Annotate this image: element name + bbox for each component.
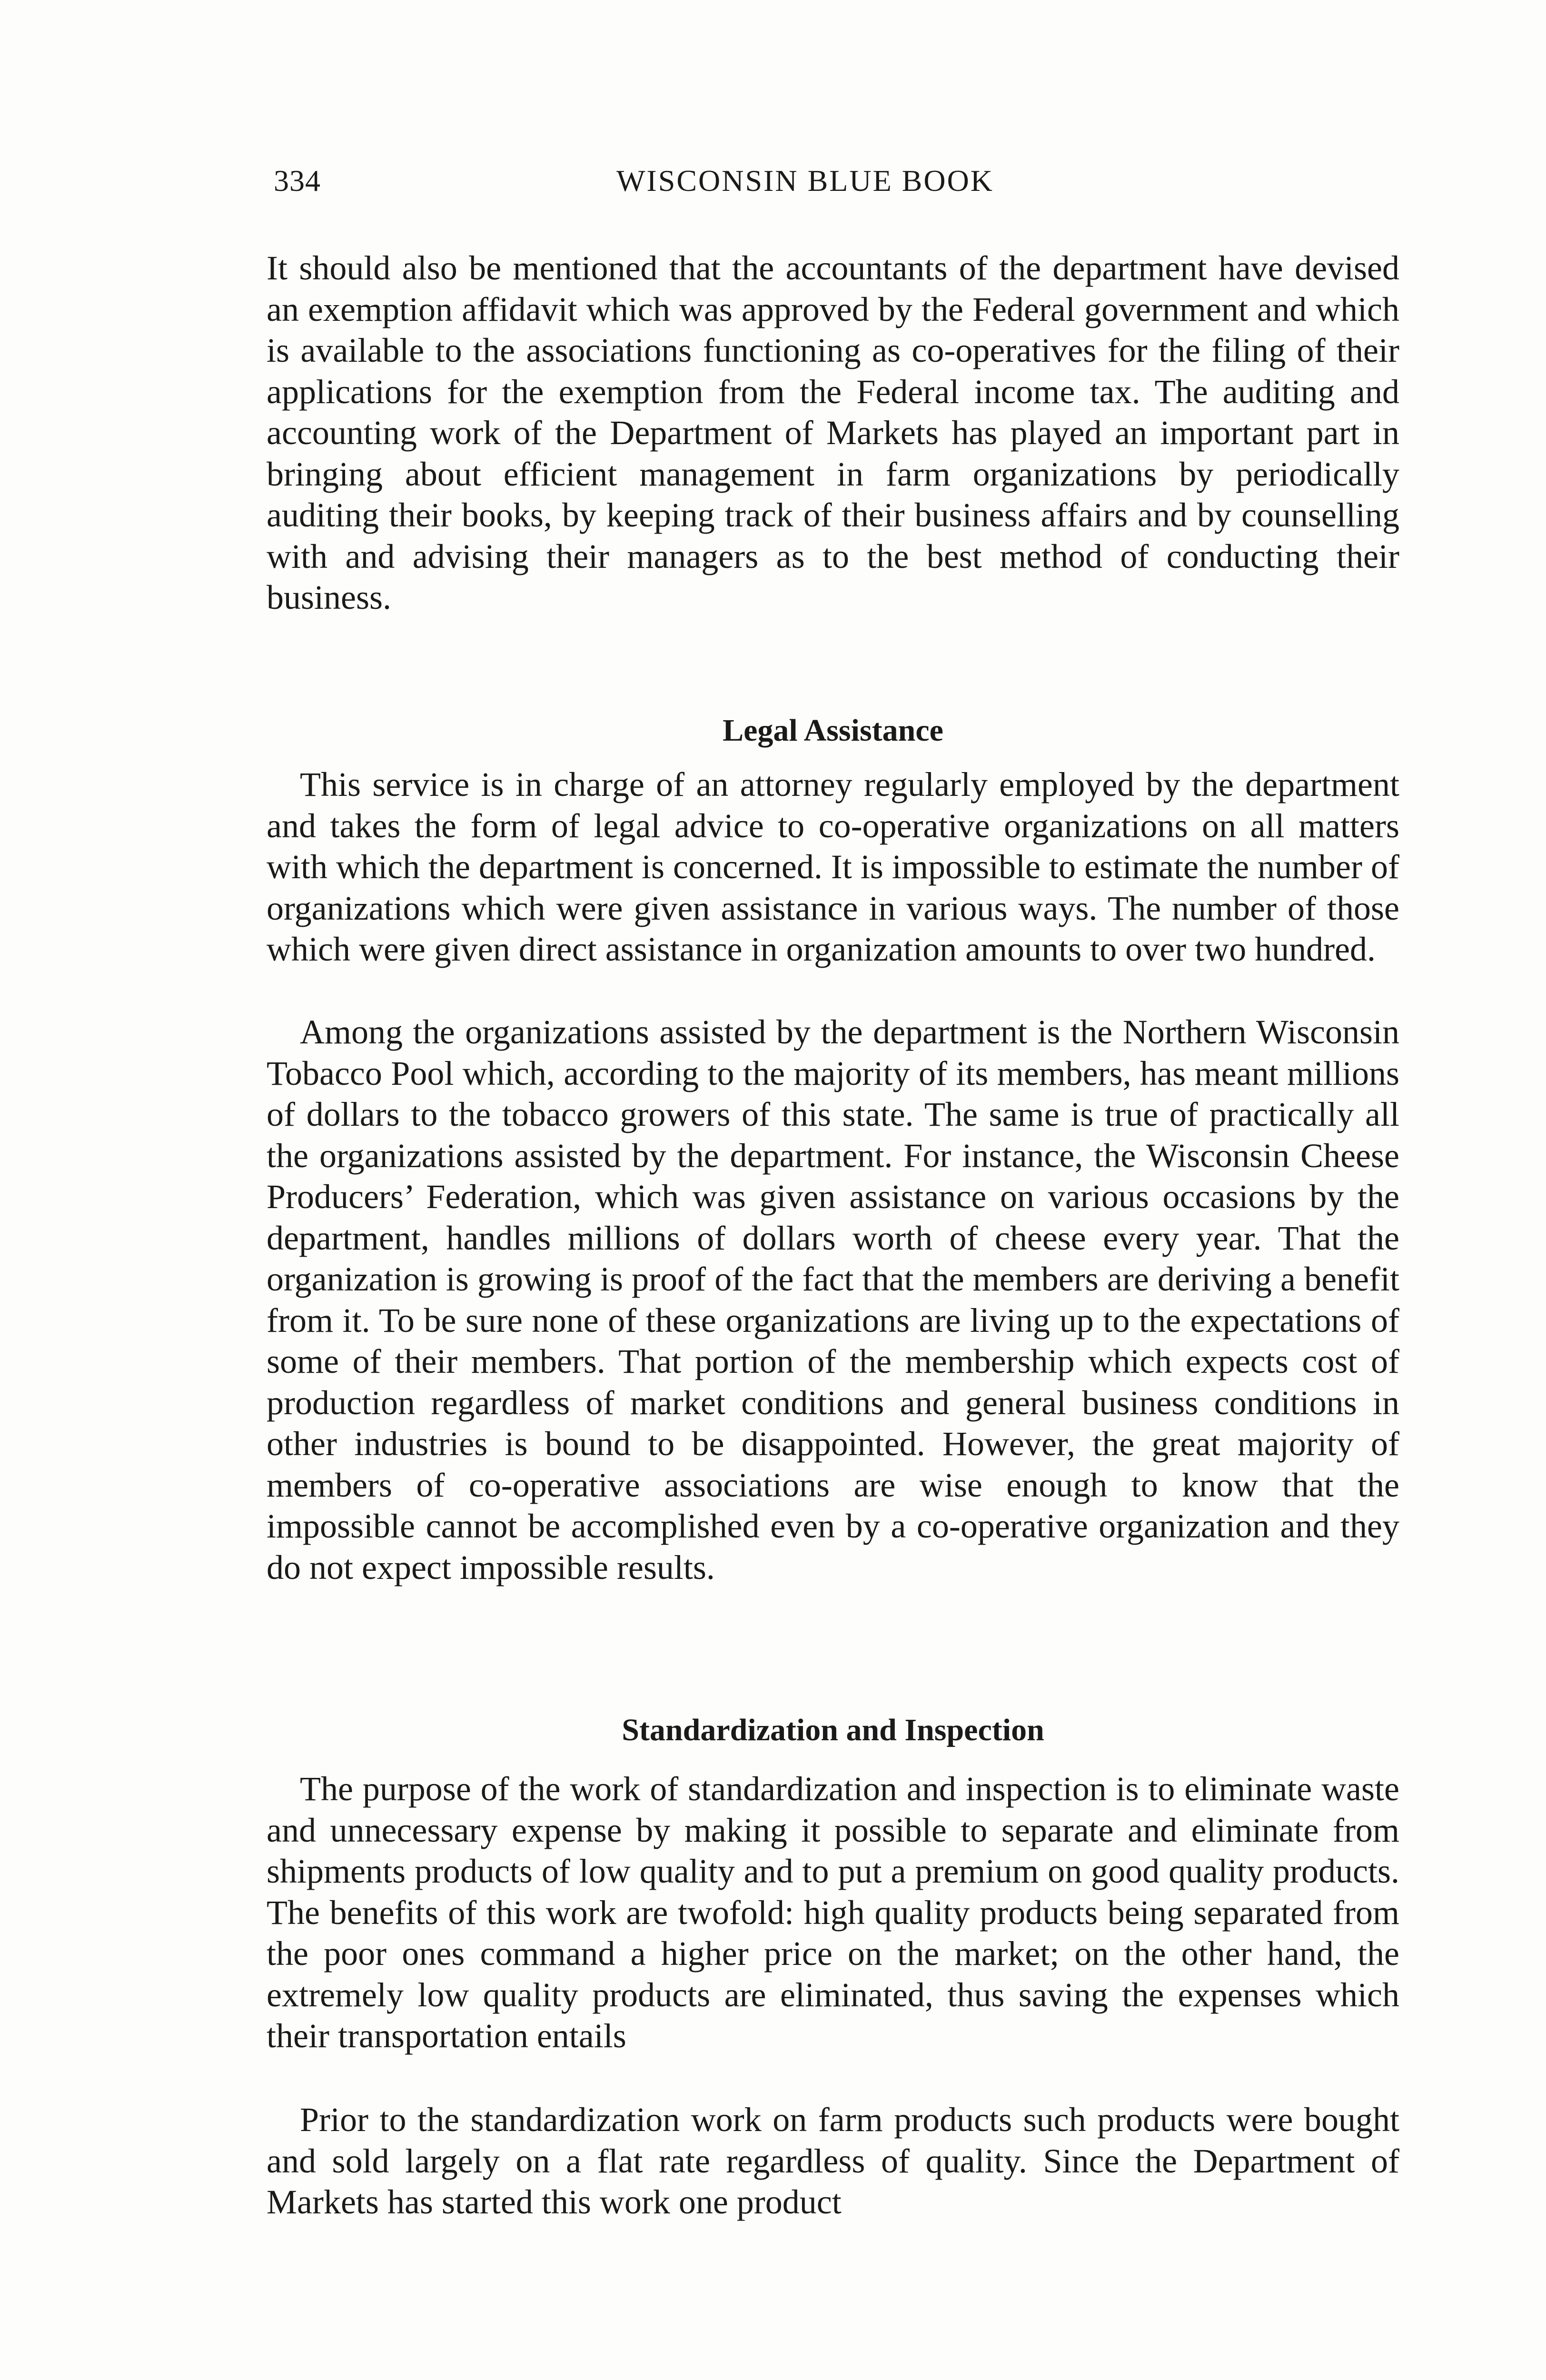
legal-paragraph-1: This service is in charge of an attorney regularly employed by the department and takes the form of legal advice to co-operative organizations on all matters with which the department is concerned. It is impossible to estimate the number of organizations which were given assistance in various ways. The number of those which were given direct assistance in organization amounts to over two hundred. <box>267 765 1399 968</box>
page-header <box>274 157 1378 209</box>
standardization-heading: Standardization and Inspection <box>622 1713 1044 1747</box>
intro-paragraph: It should also be mentioned that the accountants of the department have devised an exemption affidavit which was approved by the Federal government and which is available to the associations functioning as co-operatives for the filing of their applications for the exemption from the Federal income tax. The auditing and accounting work of the Department of Markets has played an important part in bringing about efficient management in farm organizations by periodically auditing their books, by keeping track of their business affairs and by counselling with and advising their managers as to the best method of conducting their business. <box>267 249 1399 616</box>
legal-assistance-heading: Legal Assistance <box>723 713 943 748</box>
standardization-paragraph-1: The purpose of the work of standardization and inspection is to eliminate waste and unnecessary expense by making it possible to separate and eliminate from shipments products of low quality and to put a premium on good quality products. The benefits of this work are twofold: high quality products being separated from the poor ones command a higher price on the market; on the other hand, the extremely low quality products are eliminated, thus saving the expenses which their transportation entails <box>267 1770 1399 2055</box>
page-number: 334 <box>274 164 321 198</box>
legal-paragraph-2: Among the organizations assisted by the department is the Northern Wisconsin Tobacco Pool which, according to the majority of its members, has meant millions of dollars to the tobacco growers of this state. The same is true of practically all the organizations assisted by the department. For instance, the Wisconsin Cheese Producers’ Federation, which was given assistance on various occasions by the department, handles millions of dollars worth of cheese every year. That the organization is growing is proof of the fact that the members are deriving a benefit from it. To be sure none of these organizations are living up to the expectations of some of their members. That portion of the membership which expects cost of production regardless of market conditions and general business conditions in other industries is bound to be disappointed. However, the great majority of members of co-operative associations are wise enough to know that the impossible cannot be accomplished even by a co-operative organization and they do not expect impossible results. <box>267 1013 1399 1587</box>
standardization-paragraph-2: Prior to the standardization work on farm products such products were bought and sold largely on a flat rate regardless of quality. Since the Department of Markets has started this work one product <box>267 2101 1399 2221</box>
running-title: WISCONSIN BLUE BOOK <box>616 164 994 198</box>
